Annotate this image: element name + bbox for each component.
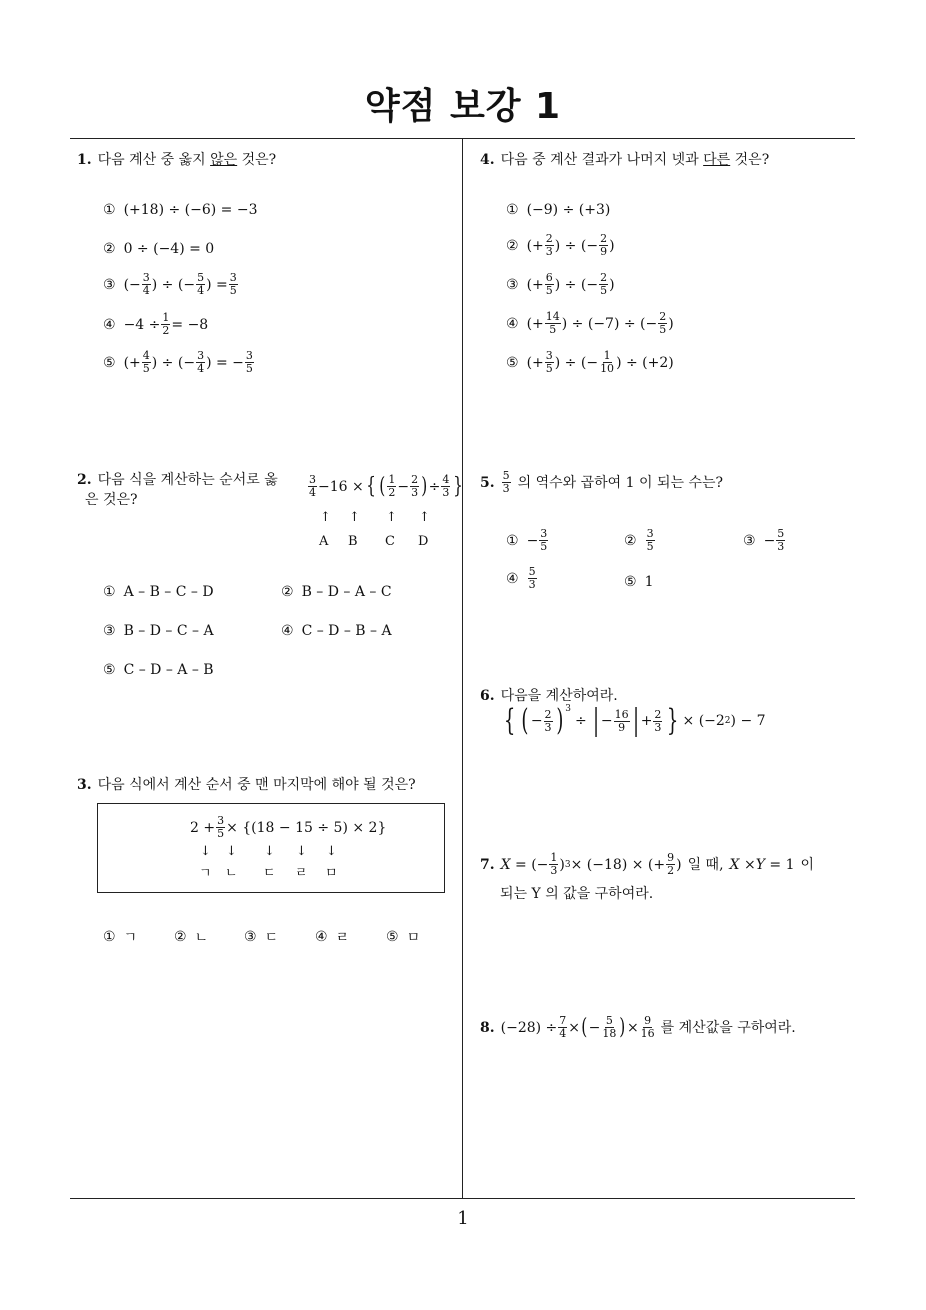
q2-choice-5[interactable]: ⑤ C – D – A – B bbox=[103, 662, 214, 678]
arrow-up-icon: ↑ bbox=[419, 510, 430, 525]
q4-choice-3[interactable]: ③ (+ $\frac{6}{5}$ ) ÷ (− $\frac{2}{5}$ ) bbox=[506, 271, 615, 297]
q2-label-d: D bbox=[418, 534, 429, 549]
question-number: 4. bbox=[480, 152, 495, 168]
arrow-up-icon: ↑ bbox=[386, 510, 397, 525]
q3-label-5: ㅁ bbox=[325, 866, 338, 881]
q2-label-c: C bbox=[385, 534, 395, 549]
q5-choice-3[interactable]: ③ − $\frac{5}{3}$ bbox=[743, 527, 785, 553]
q3-label-2: ㄴ bbox=[225, 866, 238, 881]
arrow-up-icon: ↑ bbox=[349, 510, 360, 525]
q2-expression: $\frac{3}{4}$ −16 × { ( $\frac{1}{2}$ − $\frac{2}{3}$ ) ÷ $\frac{4}{3}$ } bbox=[309, 473, 464, 499]
question-3: 3. 다음 식에서 계산 순서 중 맨 마지막에 해야 될 것은? bbox=[77, 777, 416, 793]
question-7: 7. X = (− $\frac{1}{3}$ ) 3 × (−18) × (+ $\frac{9}{2}$ ) 일 때, X × Y = 1 이 bbox=[480, 851, 815, 877]
q3-label-3: ㄷ bbox=[263, 866, 276, 881]
q3-choice-1[interactable]: ① ㄱ bbox=[103, 929, 138, 946]
arrow-down-icon: ↓ bbox=[264, 844, 275, 859]
q4-choice-2[interactable]: ② (+ $\frac{2}{3}$ ) ÷ (− $\frac{2}{9}$ ) bbox=[506, 232, 615, 258]
q3-choice-4[interactable]: ④ ㄹ bbox=[315, 929, 350, 946]
q2-choice-4[interactable]: ④ C – D – B – A bbox=[281, 623, 392, 639]
q4-choice-5[interactable]: ⑤ (+ $\frac{3}{5}$ ) ÷ (− $\frac{1}{10}$ ) ÷ (+2) bbox=[506, 349, 674, 375]
q3-label-4: ㄹ bbox=[295, 866, 308, 881]
q1-choice-3[interactable]: ③ (− $\frac{3}{4}$ ) ÷ (− $\frac{5}{4}$ ) = $\frac{3}{5}$ bbox=[103, 271, 237, 297]
q2-choice-3[interactable]: ③ B – D – C – A bbox=[103, 623, 214, 639]
q3-expression: 2 + $\frac{3}{5}$ × {(18 − 15 ÷ 5) × 2} bbox=[190, 814, 387, 840]
question-6: 6. 다음을 계산하여라. bbox=[480, 688, 618, 704]
question-number: 2. bbox=[77, 472, 92, 488]
question-number: 6. bbox=[480, 688, 495, 704]
q1-choice-1[interactable]: ① (+18) ÷ (−6) = −3 bbox=[103, 202, 258, 218]
page-title: 약점 보강 1 bbox=[364, 86, 562, 127]
question-number: 7. bbox=[480, 856, 495, 873]
question-number: 8. bbox=[480, 1019, 495, 1036]
q5-choice-5[interactable]: ⑤ 1 bbox=[624, 574, 654, 590]
q3-choice-3[interactable]: ③ ㄷ bbox=[244, 929, 279, 946]
q3-choice-5[interactable]: ⑤ ㅁ bbox=[386, 929, 421, 946]
page-number: 1 bbox=[457, 1208, 469, 1229]
q6-expression: { ( − $\frac{2}{3}$ ) $^3$ ÷ | − $\frac{16}{9}$ | + $\frac{2}{3}$ } × (−2 2 ) − 7 bbox=[503, 703, 766, 738]
q5-choice-1[interactable]: ① − $\frac{3}{5}$ bbox=[506, 527, 548, 553]
arrow-up-icon: ↑ bbox=[320, 510, 331, 525]
question-number: 5. bbox=[480, 474, 495, 491]
q4-choice-4[interactable]: ④ (+ $\frac{14}{5}$ ) ÷ (−7) ÷ (− $\frac{2}{5}$ ) bbox=[506, 310, 674, 336]
q1-choice-2[interactable]: ② 0 ÷ (−4) = 0 bbox=[103, 241, 215, 257]
arrow-down-icon: ↓ bbox=[296, 844, 307, 859]
question-number: 3. bbox=[77, 777, 92, 793]
q2-choice-2[interactable]: ② B – D – A – C bbox=[281, 584, 392, 600]
arrow-down-icon: ↓ bbox=[326, 844, 337, 859]
column-divider bbox=[462, 139, 463, 1198]
question-number: 1. bbox=[77, 152, 92, 168]
q1-choice-4[interactable]: ④ −4 ÷ $\frac{1}{2}$ = −8 bbox=[103, 311, 209, 337]
q1-choice-5[interactable]: ⑤ (+ $\frac{4}{5}$ ) ÷ (− $\frac{3}{4}$ ) = − $\frac{3}{5}$ bbox=[103, 349, 253, 375]
q3-choice-2[interactable]: ② ㄴ bbox=[174, 929, 209, 946]
q7-text-line2: 되는 Y 의 값을 구하여라. bbox=[500, 886, 654, 902]
q5-choice-4[interactable]: ④ $\frac{5}{3}$ bbox=[506, 565, 536, 591]
arrow-down-icon: ↓ bbox=[200, 844, 211, 859]
question-1: 1. 다음 계산 중 옳지 않은 것은? bbox=[77, 152, 277, 168]
q3-label-1: ㄱ bbox=[199, 866, 212, 881]
question-4: 4. 다음 중 계산 결과가 나머지 넷과 다른 것은? bbox=[480, 152, 770, 168]
q2-label-a: A bbox=[319, 534, 329, 549]
question-5: 5. $\frac{5}{3}$ 의 역수와 곱하여 1 이 되는 수는? bbox=[480, 469, 724, 495]
q5-choice-2[interactable]: ② $\frac{3}{5}$ bbox=[624, 527, 654, 553]
question-8: 8. (−28) ÷ $\frac{7}{4}$ × ( − $\frac{5}{18}$ ) × $\frac{9}{16}$ 를 계산값을 구하여라. bbox=[480, 1014, 796, 1040]
q2-choice-1[interactable]: ① A – B – C – D bbox=[103, 584, 214, 600]
bottom-rule bbox=[70, 1198, 855, 1199]
arrow-down-icon: ↓ bbox=[226, 844, 237, 859]
q4-choice-1[interactable]: ① (−9) ÷ (+3) bbox=[506, 202, 611, 218]
q2-label-b: B bbox=[348, 534, 358, 549]
question-2: 2. 다음 식을 계산하는 순서로 옳 은 것은? bbox=[77, 472, 278, 508]
